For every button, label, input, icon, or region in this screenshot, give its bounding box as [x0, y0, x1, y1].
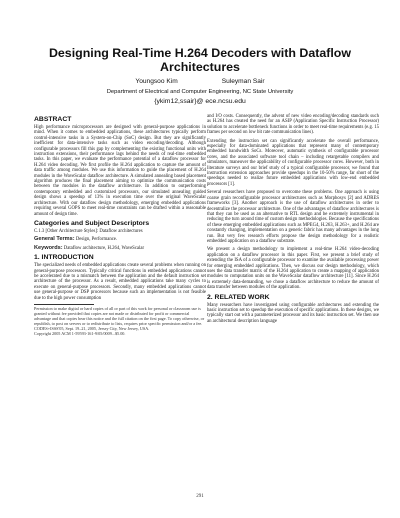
general-terms [34, 237, 206, 242]
intro-heading: 1. INTRODUCTION [34, 254, 94, 262]
body-paragraph: Several researchers have proposed to overcome these problems. One approach is using coarse grain reconfigurable processor architectures such as Morphosys [2] and ADRES frameworks [3]. Another approach is the use of dataflow architectures in order to decentralize the processor architecture. One of the advantages of dataflow architectures is that they can be used as an alternative to RTL design and be extremely instrumental in reducing the turn around time of custom design methodologies. Because the specifications of these emerging embedded applications such as MPEG4, H.263, H.263+, and H.264 are constantly changing, implementation on a generic fabric has many advantages in the long run. But very few research efforts propose the design methodology for a realistic embedded application on a dataflow substrate. [207, 190, 379, 244]
body-paragraph: We present a design methodology to implement a real-time H.264 video-decoding application on a dataflow processor in this paper. First, we present a brief study of extending the ISA of a configurable processor to examine the available processing power for emerging embedded applications. Then, we discuss our design methodology, which uses the data transfer matrix of the H.264 application to create a mapping of application modules to computation units on the WaveScalar dataflow architecture [11]. Since H.264 is extremely data-demanding, we chose a dataflow architecture to reduce the amount of data transfer between modules of the application. [207, 247, 379, 291]
page-number: 291 [196, 494, 204, 499]
keywords [34, 246, 206, 251]
categories-text: C.1.3 [Other Architecture Styles]: Dataflow architectures [34, 228, 143, 234]
related-work-text: Many researchers have investigated using configurable architectures and extending the basic instruction set to speedup the execution of specific applications. In these designs, we typically start out with a parameterized processor and its basic instruction set. We then use an architectural description language [207, 302, 379, 324]
general-terms-label: General Terms: [34, 236, 75, 243]
author-list [40, 78, 360, 85]
keywords-text: Dataflow architecture, H.264, WaveScalar [63, 245, 145, 251]
general-terms-text: Design, Performance. [75, 237, 118, 243]
body-paragraph: and I/O costs. Consequently, the advent of new video encoding/decoding standards such as H.264 has created the need for an ASIP (Application Specific Instruction Processor) solution to accelerate bottleneck functions in order to meet real-time requirements (e.g. 15 frames per second on low bit rate communication lines). [207, 114, 379, 136]
author-emails: {ykim12,ssair}@ ece.ncsu.edu [154, 98, 246, 105]
permission-footnote: Permission to make digital or hard copies of all or part of this work for personal or classroom use is granted without fee provided that copies are not made or distributed for profit or commercial advantage and that copies bear this notice and the full citation on the first page. To copy otherwise, or republish, to post on servers or to redistribute to lists, requires prior specific permission and/or a fee. [34, 305, 205, 326]
paper-title: Designing Real-Time H.264 Decoders with Dataflow Architectures [48, 46, 352, 74]
affiliation: Department of Electrical and Computer Engineering, NC State University [106, 89, 294, 95]
footnote-separator [34, 304, 94, 305]
conference-line: CODES+ISSS'05, Sept. 19–21, 2005, Jersey City, New Jersey, USA. [34, 325, 150, 331]
author-name: Youngsoo Kim [135, 78, 178, 85]
abstract-text: High performance microprocessors are designed with general-purpose applications in mind. When it comes to embedded applications, these architectures typically perform control-intensive tasks in a System-on-Chip (SoC) design. But they are significantly inefficient for data-intensive tasks such as video encoding/decoding. Although configurable processors fill this gap by complementing the existing functional units with instruction extensions, their performance lags behind the needs of real-time embedded tasks. In this paper, we evaluate the performance potential of a dataflow processor for H.264 video decoding. We first profile the H.264 application to capture the amount of data traffic among modules. We use this information to guide the placement of H.264 modules in the WaveScalar dataflow architecture. A simulated annealing based placement algorithm produces the final placement aiming to optimize the communication costs between the modules in the dataflow architecture. In addition to outperforming contemporary embedded and customized processors, our simulated annealing guided design shows a speedup of 13% in execution time over the original WaveScalar architecture. With our dataflow design methodology, emerging embedded applications requiring several GOPS to meet real-time constraints can be drafted within a reasonable amount of design time. [34, 125, 206, 217]
right-column [207, 114, 379, 327]
left-column [34, 114, 206, 336]
body-paragraph: Extending the instruction set can significantly accelerate the overall performance, especially for data-dominated applications that represent many of contemporary embedded bandwidth SoCs. Moreover, automatic synthesis of configurable processor cores, and the associated software tool chain – including retargetable compilers and simulators, maneuver the applicability of configurable processor cores. However, both in literature surveys and our brief study of a typical configurable processor, we found that instruction extension approaches provide speedups in the 10-50% range, far short of the speedups needed to realize future embedded applications with low-end embedded processors [1]. [207, 138, 379, 187]
intro-text: The specialized needs of embedded applications create several problems when running on general-purpose processors. Typically critical functions in embedded applications cannot be accelerated due to a mismatch between the application and the default instruction set architecture of the processor. As a result, embedded applications take many cycles to execute on general-purpose processors. Secondly, many embedded applications cannot use general-purpose or DSP processors because such an implementation is not feasible due to the high power consumption [34, 263, 206, 301]
abstract-heading: ABSTRACT [34, 116, 72, 123]
related-work-heading: 2. RELATED WORK [207, 293, 270, 301]
author-name: Suleyman Sair [221, 78, 265, 85]
copyright-line: Copyright 2005 ACM 1-59593-161-9/05/0009...$5.00. [34, 330, 126, 336]
keywords-label: Keywords: [34, 244, 63, 251]
categories-heading: Categories and Subject Descriptors [34, 219, 150, 227]
